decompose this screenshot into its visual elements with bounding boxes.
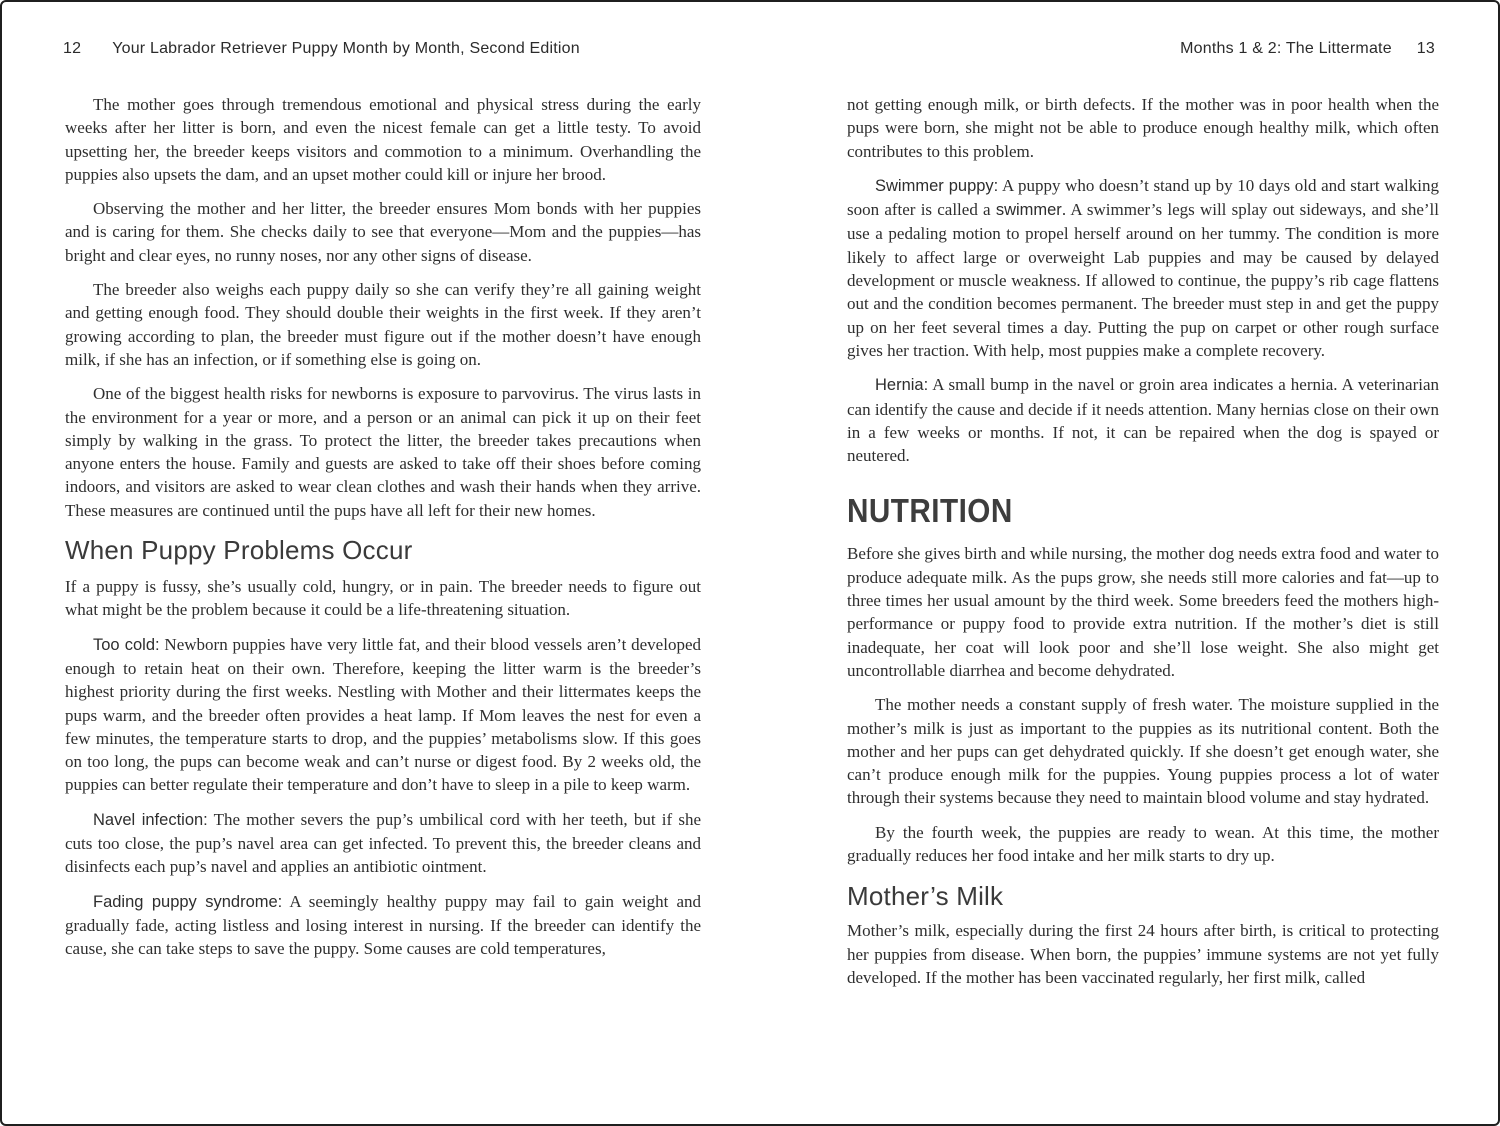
right-page-column — [847, 93, 1439, 1000]
running-head-left — [63, 40, 580, 58]
left-page-column — [65, 93, 701, 972]
body-paragraph: The breeder also weighs each puppy daily so she can verify they’re all gaining weight and getting enough food. They should double their weights in the first week. If they aren’t growing according to plan, the breeder must figure out if the mother doesn’t have enough milk, if she has an infection, or if something else is going on. — [65, 280, 701, 369]
body-paragraph: One of the biggest health risks for newborns is exposure to parvovirus. The virus lasts in the environment for a year or more, and a person or an animal can pick it up on their feet simply by walking in the grass. To protect the litter, the breeder takes precautions when anyone enters the house. Family and guests are asked to take off their shoes before coming indoors, and visitors are asked to wear clean clothes and wash their hands when they arrive. These measures are continued until the pups have all left for their new homes. — [65, 384, 701, 520]
body-paragraph: The mother needs a constant supply of fresh water. The moisture supplied in the mother’s milk is just as important to the puppies as its nutritional content. Both the mother and her pups can get dehydrated quickly. If she doesn’t get enough water, she can’t produce enough milk for the puppies. Young puppies process a lot of water through their systems because they need to maintain blood volume and stay hydrated. — [847, 695, 1439, 808]
paragraph-text: . A swimmer’s legs will splay out sideways, and she’ll use a pedaling motion to propel herself around on her tummy. The condition is more likely to affect large or overweight Lab puppies and may be caused by delayed development or muscle weakness. If allowed to continue, the puppy’s rib cage flattens out and the condition becomes permanent. The breeder must step in and get the puppy up on her feet several times a day. Putting the pup on carpet or other rough surface gives her traction. With help, most puppies make a complete recovery. — [847, 200, 1439, 360]
running-title-right: Months 1 & 2: The Littermate — [1180, 40, 1392, 57]
running-head-right — [1180, 40, 1435, 58]
term-label: Fading puppy syndrome: — [93, 892, 283, 911]
term-label: Too cold: — [93, 635, 160, 654]
body-paragraph: If a puppy is fussy, she’s usually cold, hungry, or in pain. The breeder needs to figure out what might be the problem because it could be a life-threatening situation. — [65, 577, 701, 620]
labeled-paragraph-too-cold — [65, 633, 701, 797]
highlighted-term: swimmer — [995, 201, 1062, 220]
labeled-paragraph-hernia — [847, 373, 1439, 467]
running-title-left: Your Labrador Retriever Puppy Month by Month, Second Edition — [112, 40, 580, 57]
labeled-paragraph-navel-infection — [65, 808, 701, 879]
section-heading-when-puppy-problems-occur: When Puppy Problems Occur — [65, 535, 413, 566]
section-heading-nutrition: NUTRITION — [847, 492, 1013, 530]
body-paragraph-continuation: not getting enough milk, or birth defects. If the mother was in poor health when the pups were born, she might not be able to produce enough healthy milk, which often contributes to this problem. — [847, 95, 1439, 161]
body-paragraph: The mother goes through tremendous emotional and physical stress during the early weeks after her litter is born, and even the nicest female can get a little testy. To avoid upsetting her, the breeder keeps visitors and commotion to a minimum. Overhandling the puppies also upsets the dam, and an upset mother could kill or injure her brood. — [65, 95, 701, 184]
paragraph-text: A puppy who doesn’t stand up by 10 days old and start walking soon after is called a — [847, 175, 1439, 220]
body-paragraph: Before she gives birth and while nursing, the mother dog needs extra food and water to produce adequate milk. As the pups grow, she needs still more calories and fat—up to three times her usual amount by the third week. Some breeders feed the mothers high-performance or puppy food to provide extra nutrition. If the mother’s diet is still inadequate, her coat will look poor and she’ll lose weight. She also might get uncontrollable diarrhea and become dehydrated. — [847, 544, 1440, 680]
page-number-right: 13 — [1416, 40, 1435, 57]
paragraph-text: The mother severs the pup’s umbilical cord with her teeth, but if she cuts too close, the pup’s navel area can get infected. To prevent this, the breeder cleans and disinfects each pup’s navel and applies an antibiotic ointment. — [65, 809, 701, 877]
term-label: Hernia: — [875, 376, 929, 395]
term-label: Swimmer puppy: — [875, 176, 999, 195]
body-paragraph: By the fourth week, the puppies are ready to wean. At this time, the mother gradually reduces her food intake and her milk starts to dry up. — [847, 822, 1439, 866]
page-number-left: 12 — [63, 40, 82, 57]
section-heading-mothers-milk: Mother’s Milk — [847, 881, 1004, 912]
term-label: Navel infection: — [93, 810, 208, 829]
body-paragraph: Observing the mother and her litter, the breeder ensures Mom bonds with her puppies and is caring for them. She checks daily to see that everyone—Mom and the puppies—has bright and clear eyes, no runny noses, nor any other signs of disease. — [65, 199, 701, 265]
body-paragraph: Mother’s milk, especially during the first 24 hours after birth, is critical to protecting her puppies from disease. When born, the puppies’ immune systems are not yet fully developed. If the mother has been vaccinated regularly, her first milk, called — [847, 921, 1439, 987]
paragraph-text: A seemingly healthy puppy may fail to gain weight and gradually fade, acting listless and losing interest in nursing. If the breeder can identify the cause, she can take steps to save the puppy. Some causes are cold temperatures, — [65, 891, 701, 959]
labeled-paragraph-fading-puppy-syndrome — [65, 890, 701, 961]
labeled-paragraph-swimmer-puppy — [847, 174, 1439, 362]
paragraph-text: A small bump in the navel or groin area indicates a hernia. A veterinarian can identify the cause and decide if it needs attention. Many hernias close on their own in a few weeks or months. If not, it can be repaired when the dog is spayed or neutered. — [847, 375, 1439, 466]
paragraph-text: Newborn puppies have very little fat, and their blood vessels aren’t developed enough to retain heat on their own. Therefore, keeping the litter warm is the breeder’s highest priority during the first weeks. Nestling with Mother and their littermates keeps the pups warm, and the breeder often provides a heat lamp. If Mom leaves the nest for even a few minutes, the temperature starts to drop, and the puppies’ metabolisms slow. If this goes on too long, the pups can become weak and can’t nurse or digest food. By 2 weeks old, the puppies can better regulate their temperature and don’t have to sleep in a pile to keep warm. — [65, 634, 701, 795]
